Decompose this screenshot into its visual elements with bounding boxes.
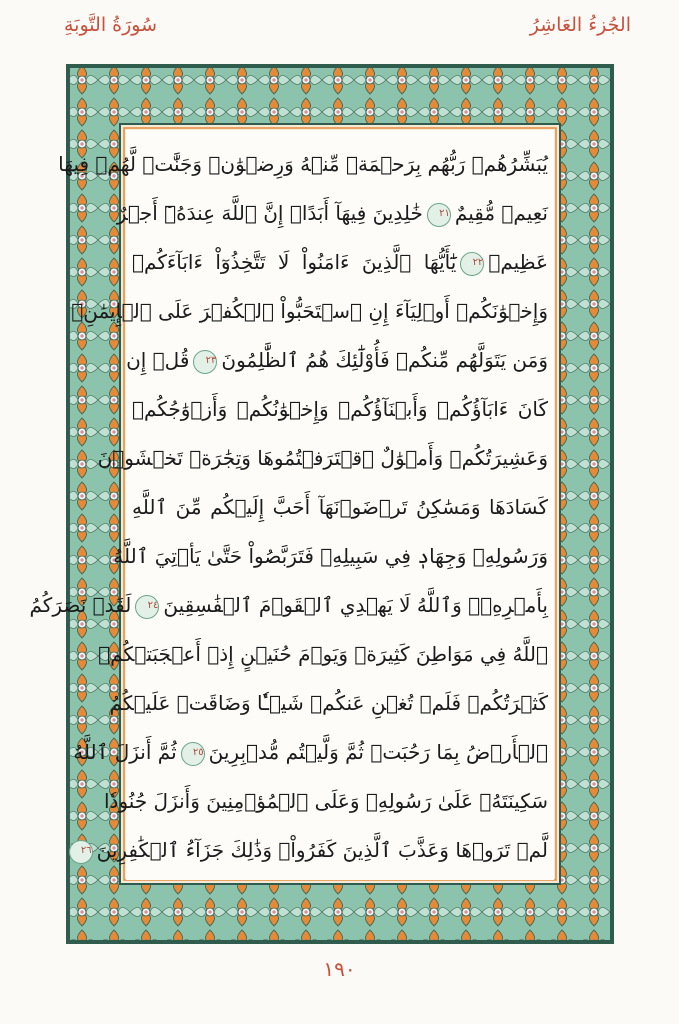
line-text: وَعَشِيرَتُكُمۡ وَأَمۡوَٰلٌ ٱقۡتَرَفۡتُمُوهَا وَتِجَٰرَةٞ تَخۡشَوۡنَ [97,446,548,470]
line-text: لَقَدۡ نَصَرَكُمُ [29,593,132,617]
line-text: كَثۡرَتُكُمۡ فَلَمۡ تُغۡنِ عَنكُمۡ شَيۡـٔٗا وَضَاقَتۡ عَلَيۡكُمُ [109,691,548,715]
verse-marker: ٢٢ [460,252,484,276]
line-text: لَّمۡ تَرَوۡهَا وَعَذَّبَ ٱلَّذِينَ كَفَرُواْۚ وَذَٰلِكَ جَزَآءُ ٱلۡكَٰفِرِينَ [96,838,548,862]
text-line [80,826,554,875]
text-line [98,630,554,679]
line-text: سَكِينَتَهُۥ عَلَىٰ رَسُولِهِۦ وَعَلَى ٱلۡمُؤۡمِنِينَ وَأَنزَلَ جُنُودٗا [104,789,548,813]
text-line [97,434,554,483]
line-text: ثُمَّ أَنزَلَ ٱللَّهُ [73,740,177,764]
page-number: ١٩٠ [323,957,356,981]
line-text: ٱلۡأَرۡضُ بِمَا رَحُبَتۡ ثُمَّ وَلَّيۡتُم مُّدۡبِرِينَ [208,740,548,764]
text-line [29,581,554,630]
text-line [113,532,554,581]
line-text: عَظِيمٞ [488,250,548,274]
text-line [126,483,554,532]
text-line [71,287,554,336]
line-text: يُبَشِّرُهُمۡ رَبُّهُم بِرَحۡمَةٖ مِّنۡهُ وَرِضۡوَٰنٖ وَجَنَّٰتٖ لَّهُمۡ فِيهَا [58,152,548,176]
quran-text [29,140,554,875]
text-line [58,140,554,189]
line-text: يَٰٓأَيُّهَا ٱلَّذِينَ ءَامَنُواْ لَا تَتَّخِذُوٓاْ ءَابَآءَكُمۡ [132,250,457,274]
text-line [126,238,554,287]
line-text: قُلۡ إِن [126,348,190,372]
juz-header: الجُزءُ العَاشِرُ [529,14,631,36]
surah-header: سُورَةُ التَّوبَةِ [64,14,157,36]
line-text: وَإِخۡوَٰنَكُمۡ أَوۡلِيَآءَ إِنِ ٱسۡتَحَبُّواْ ٱلۡكُفۡرَ عَلَى ٱلۡإِيمَٰنِۚ [71,299,548,323]
text-line [116,189,554,238]
line-text: نَعِيمٞ مُّقِيمٌ [454,201,548,225]
verse-marker: ٢٥ [181,742,205,766]
text-line [126,385,554,434]
line-text: خَٰلِدِينَ فِيهَآ أَبَدًاۚ إِنَّ ٱللَّهَ عِندَهُۥٓ أَجۡرٌ [116,201,423,225]
verse-marker: ٢١ [427,203,451,227]
line-text: كَانَ ءَابَآؤُكُمۡ وَأَبۡنَآؤُكُمۡ وَإِخۡوَٰنُكُمۡ وَأَزۡوَٰجُكُمۡ [132,397,548,421]
text-line [73,728,554,777]
text-line [109,679,554,728]
line-text: كَسَادَهَا وَمَسَٰكِنُ تَرۡضَوۡنَهَآ أَحَبَّ إِلَيۡكُم مِّنَ ٱللَّهِ [132,495,548,519]
verse-marker: ٢٣ [193,350,217,374]
line-text: وَرَسُولِهِۦ وَجِهَادٖ فِي سَبِيلِهِۦ فَتَرَبَّصُواْ حَتَّىٰ يَأۡتِيَ ٱللَّهُ [113,544,548,568]
text-line [104,777,554,826]
verse-marker: ٢٦ [69,840,93,864]
verse-marker: ٢٤ [135,595,159,619]
line-text: بِأَمۡرِهِۦۗ وَٱللَّهُ لَا يَهۡدِي ٱلۡقَوۡمَ ٱلۡفَٰسِقِينَ [163,593,548,617]
line-text: وَمَن يَتَوَلَّهُم مِّنكُمۡ فَأُوْلَٰٓئِكَ هُمُ ٱلظَّٰلِمُونَ [221,348,548,372]
text-line [126,336,554,385]
line-text: ٱللَّهُ فِي مَوَاطِنَ كَثِيرَةٖ وَيَوۡمَ حُنَيۡنٍ إِذۡ أَعۡجَبَتۡكُمۡ [98,642,548,666]
